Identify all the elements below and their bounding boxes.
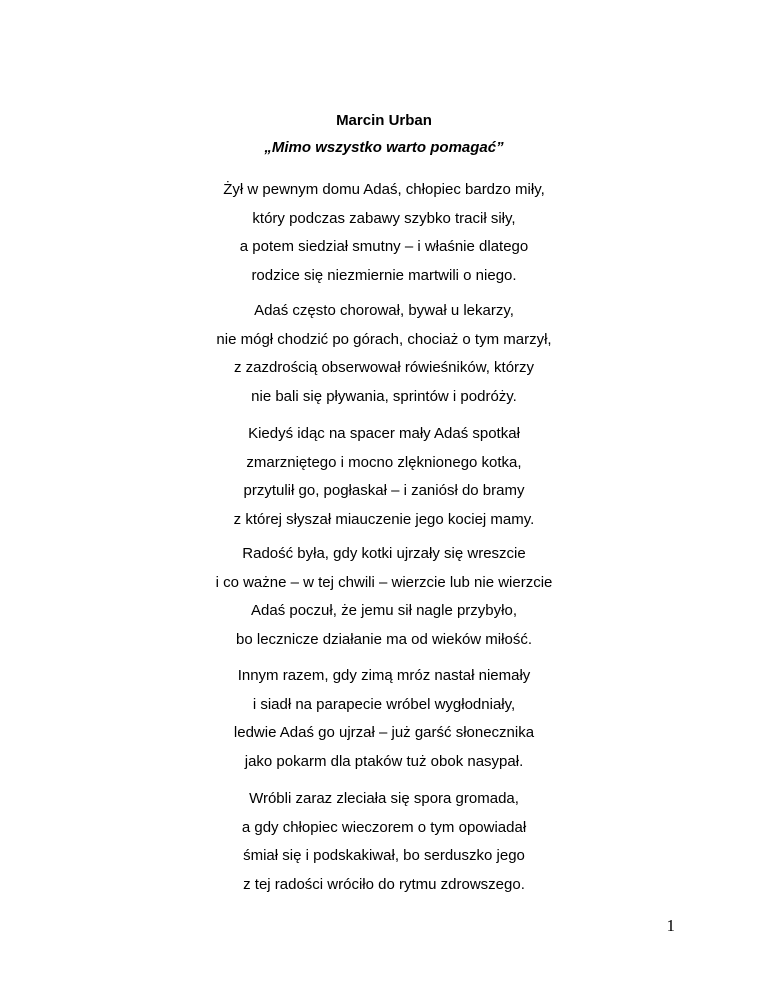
poem-line: z zazdrością obserwował rówieśników, którzy [233,359,535,376]
stanza-2 [0,297,768,411]
poem-line: z tej radości wróciło do rytmu zdrowszego. [243,875,525,893]
poem-line: a potem siedział smutny – i właśnie dlatego [239,238,529,255]
poem-line: nie bali się pływania, sprintów i podróży. [251,387,517,405]
poem-line: ledwie Adaś go ujrzał – już garść słonecznika [233,724,535,741]
poem-line: przytulił go, pogłaskał – i zaniósł do bramy [243,482,525,499]
poem-line: który podczas zabawy szybko tracił siły, [252,209,516,227]
poem-line: bo lecznicze działanie ma od wieków miłość. [236,630,532,648]
poem-line: Żył w pewnym domu Adaś, chłopiec bardzo miły, [223,181,545,198]
poem-line: nie mógł chodzić po górach, chociaż o tym marzył, [216,330,552,348]
poem-line: i siadł na parapecie wróbel wygłodniały, [252,695,516,713]
stanza-1 [0,176,768,290]
poem-line: śmiał się i podskakiwał, bo serduszko jego [243,847,525,864]
poem-line: Adaś poczuł, że jemu sił nagle przybyło, [251,602,517,619]
poem-line: a gdy chłopiec wieczorem o tym opowiadał [241,818,527,836]
stanza-3 [0,420,768,534]
page-number: 1 [666,916,675,935]
poem-line: Kiedyś idąc na spacer mały Adaś spotkał [248,425,520,442]
poem-line: z której słyszał miauczenie jego kociej mamy. [233,510,535,528]
poem-line: Wróbli zaraz zleciała się spora gromada, [249,790,519,807]
poem-line: i co ważne – w tej chwili – wierzcie lub nie wierzcie [215,573,553,591]
author-name: Marcin Urban [336,112,432,129]
poem-line: jako pokarm dla ptaków tuż obok nasypał. [244,752,524,770]
poem-line: Radość była, gdy kotki ujrzały się wreszcie [242,545,526,562]
poem-line: zmarzniętego i mocno zlęknionego kotka, [246,453,522,471]
stanza-6 [0,785,768,899]
poem-line: Innym razem, gdy zimą mróz nastał niemały [237,667,531,684]
poem-line: Adaś często chorował, bywał u lekarzy, [254,302,514,319]
poem-title: „Mimo wszystko warto pomagać” [264,139,504,156]
poem-line: rodzice się niezmiernie martwili o niego. [251,266,517,284]
stanza-4 [0,540,768,654]
stanza-5 [0,662,768,776]
